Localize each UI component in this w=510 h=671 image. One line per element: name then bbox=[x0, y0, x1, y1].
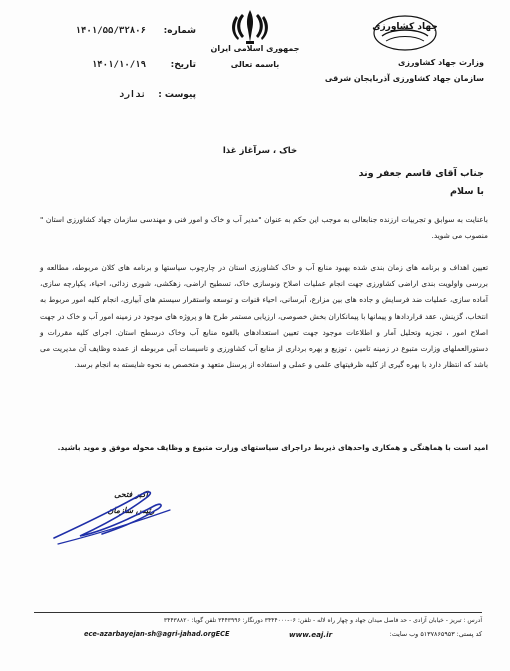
letter-number-value: ۱۴۰۱/۵۵/۳۲۸۰۶ bbox=[75, 26, 146, 36]
body-paragraph-1: باعنایت به سوابق و تجربیات ارزنده جنابعالی به موجب این حکم به عنوان "مدیر آب و خاک و امور فنی و مهندسی سازمان جهاد کشاورزی استان " منصوب می شوید. bbox=[40, 215, 488, 241]
organization-name: سازمان جهاد کشاورزی آذربایجان شرقی bbox=[324, 74, 484, 83]
invocation: باسمه تعالی bbox=[230, 60, 280, 69]
greeting: با سلام bbox=[450, 186, 484, 197]
letter-date-value: ۱۴۰۱/۱۰/۱۹ bbox=[91, 60, 146, 70]
footer-address: آدرس : تبریز - خیابان آزادی - حد فاصل میدان جهاد و چهار راه لاله - تلفن: ۰۶-۳۴۴۴۰۰۰ دورنگار: ۳۴۴۳۹۹۶ تلفن گویا: ۳۴۴۳۸۸۲۰ bbox=[163, 617, 482, 624]
country-title: جمهوری اسلامی ایران bbox=[210, 44, 300, 53]
ministry-name: وزارت جهاد کشاورزی bbox=[397, 58, 484, 67]
signatory-title: رئیس سازمان bbox=[107, 506, 155, 515]
body-paragraph-3: امید است با هماهنگی و همکاری واحدهای ذیربط دراجرای سیاستهای وزارت متبوع و وظایف محوله موفق و موید باشید. bbox=[57, 443, 488, 452]
letter-subject: خاک ، سرآغاز غذا bbox=[222, 146, 298, 156]
footer-contact bbox=[34, 630, 482, 642]
footer-email[interactable]: ece-azarbayejan-sh@agri-jahad.orgECE bbox=[84, 630, 230, 638]
letter-number-label: شماره: bbox=[163, 26, 196, 36]
footer-divider bbox=[34, 612, 482, 613]
attachment-value: ندارد bbox=[118, 90, 146, 100]
letter-date bbox=[24, 60, 196, 76]
jahad-keshavarzi-logo bbox=[372, 14, 438, 52]
footer-website[interactable]: www.eaj.ir bbox=[289, 630, 333, 639]
handwritten-signature bbox=[50, 480, 200, 550]
letter-number bbox=[24, 26, 196, 42]
iran-emblem-icon bbox=[228, 8, 272, 46]
signatory-name: اکبر فتحی bbox=[114, 490, 148, 499]
body-paragraph-2: تعیین اهداف و برنامه های زمان بندی شده بهبود منابع آب و خاک کشاورزی استان در چارچوب سیاستها و برنامه های کلان مربوطه، مطالعه و بررسی واولویت بندی اراضی کشاورزی جهت انجام عملیات اصلاح ونوسازی خاک، تسطیح اراضی، زهکشی، شوری زدائی، احیاء، یکپارچه سازی، آماده سازی، عملیات ضد فرسایش و جاده های بین مزارع، آبرسانی، احیاء قنوات و توسعه واستقرار سیستم های آبیاری، انجام کلیه امور مربوط به انتخاب، گزینش، عقد قراردادها و پیمانها با پیمانکاران بخش خصوصی، ارزیابی مستمر طرح ها و پروژه های موجود در زمینه امور آب و خاک در جهت اصلاح امور ، تجزیه وتحلیل آمار و اطلاعات موجود جهت تعیین استعدادهای بالقوه منابع آب وخاک درسطح استان. اجرای کلیه مقررات و دستورالعملهای وزارت متبوع در زمینه تامین ، توزیع و بهره برداری از منابع آب کشاورزی و تاسیسات آبی مربوطه از عمده وظایف آن مدیریت می باشد که انتظار دارد با بهره گیری از کلیه ظرفیتهای علمی و عملی و استفاده از پرسنل متعهد و متخصص به نحوه شایسته به انجام برسد. bbox=[40, 263, 488, 370]
recipient: جناب آقای قاسم جعفر وند bbox=[358, 168, 484, 179]
letter-attachment bbox=[24, 90, 196, 106]
footer-postal: کد پستی: ۵۱۳۷۸۶۵۹۵۳ وب سایت: bbox=[389, 630, 482, 638]
attachment-label: پیوست : bbox=[158, 90, 196, 100]
logo-text: جهاد کشاورزی bbox=[372, 22, 438, 32]
letter-date-label: تاریخ: bbox=[170, 60, 196, 70]
